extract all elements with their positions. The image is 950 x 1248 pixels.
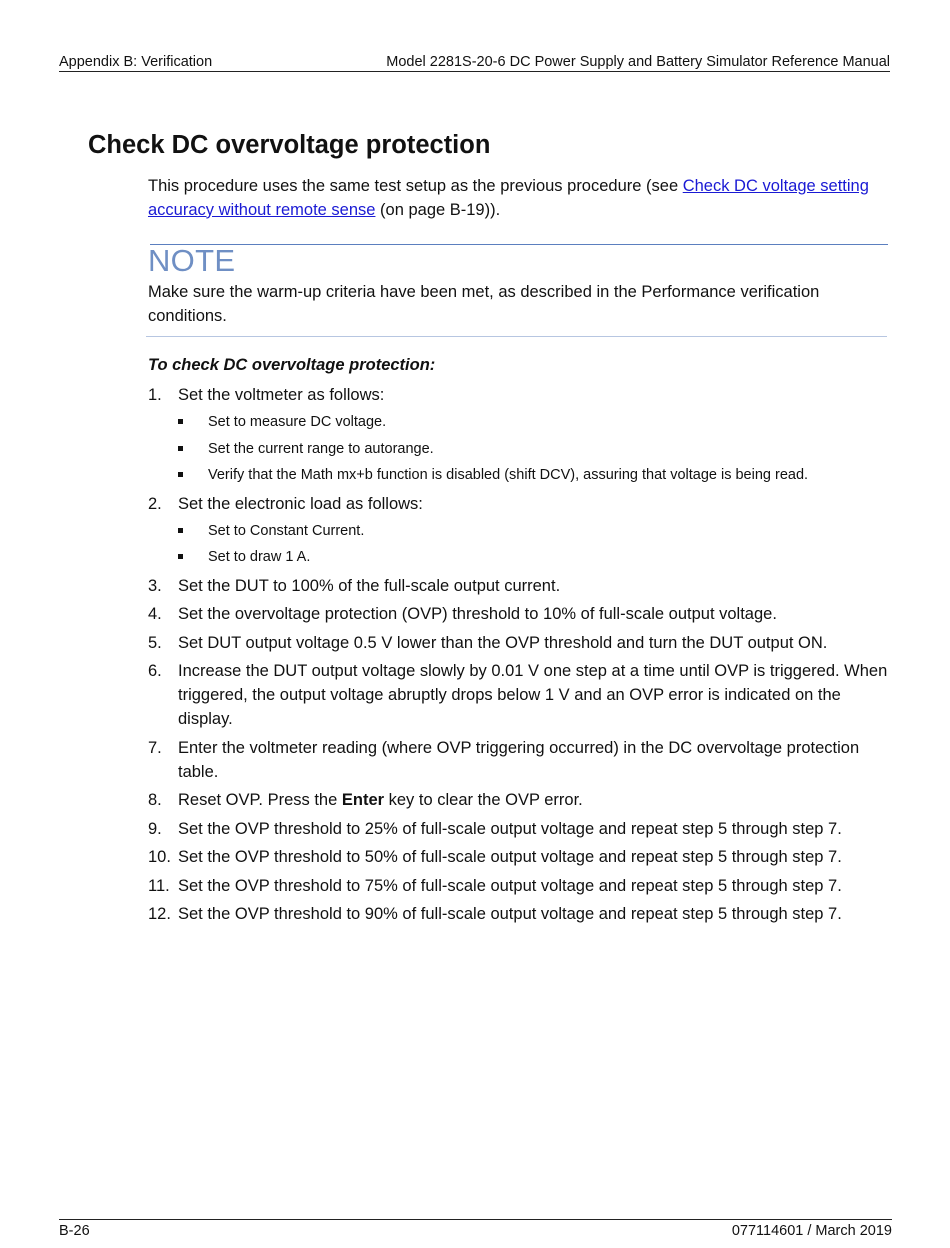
step-number: 1. [148, 386, 162, 404]
step-number: 7. [148, 738, 162, 757]
sub-step [178, 521, 893, 541]
procedure-step [148, 874, 893, 898]
square-bullet-icon [178, 554, 183, 559]
procedure-step [148, 817, 893, 841]
square-bullet-icon [178, 528, 183, 533]
page-footer [59, 1219, 892, 1243]
intro-text: This procedure uses the same test setup as the previous procedure (see [148, 177, 683, 195]
step-text: Set DUT output voltage 0.5 V lower than the OVP threshold and turn the DUT output ON. [178, 633, 828, 652]
sub-step [178, 412, 893, 432]
procedure-step [148, 492, 893, 568]
page-number: B-26 [59, 1223, 90, 1239]
procedure-step [148, 631, 893, 655]
enter-key-label: Enter [341, 791, 385, 809]
header-manual-title: Model 2281S-20-6 DC Power Supply and Battery Simulator Reference Manual [386, 54, 890, 70]
procedure-step [148, 845, 893, 869]
step-text: Set the OVP threshold to 50% of full-scale output voltage and repeat step 5 through step 7. [178, 848, 842, 866]
square-bullet-icon [178, 419, 183, 424]
procedure-steps [148, 383, 893, 931]
step-text: Increase the DUT output voltage slowly by 0.01 V one step at a time until OVP is triggered. When triggered, the output voltage abruptly drops below 1 V and an OVP error is indicated on the display. [178, 662, 888, 728]
sub-step-list [178, 521, 893, 568]
note-top-rule [150, 244, 888, 245]
sub-step [178, 439, 893, 459]
square-bullet-icon [178, 472, 183, 477]
document-number-date: 077114601 / March 2019 [731, 1223, 892, 1239]
step-text: Set the overvoltage protection (OVP) threshold to 10% of full-scale output voltage. [178, 605, 777, 623]
step-text: Set the OVP threshold to 90% of full-scale output voltage and repeat step 5 through step 7. [178, 905, 842, 923]
sub-step-text: Verify that the Math mx+b function is disabled (shift DCV), assuring that voltage is being read. [208, 467, 809, 483]
step-number: 11. [148, 876, 170, 895]
procedure-title: To check DC overvoltage protection: [148, 356, 436, 374]
procedure-step [148, 736, 893, 784]
step-text-part: key to clear the OVP error. [384, 791, 583, 809]
step-number: 9. [148, 819, 162, 838]
step-number: 8. [148, 791, 162, 809]
page-header [59, 54, 890, 72]
sub-step-list [178, 412, 893, 485]
sub-step-text: Set to draw 1 A. [208, 549, 311, 565]
procedure-step [148, 574, 893, 598]
step-text [178, 791, 583, 809]
check-dc-voltage-link[interactable]: Check DC voltage setting accuracy without remote sense [148, 177, 869, 219]
step-text: Set the OVP threshold to 25% of full-scale output voltage and repeat step 5 through step 7. [178, 819, 842, 838]
square-bullet-icon [178, 446, 183, 451]
procedure-step [148, 383, 893, 485]
sub-step [178, 465, 893, 485]
note-title: NOTE [148, 243, 236, 278]
step-number: 12. [148, 905, 171, 923]
note-bottom-rule [146, 336, 887, 337]
step-number: 2. [148, 494, 162, 513]
step-number: 4. [148, 605, 162, 623]
sub-step-text: Set the current range to autorange. [208, 440, 434, 457]
sub-step-text: Set to measure DC voltage. [208, 414, 387, 430]
step-number: 5. [148, 633, 162, 652]
sub-step [178, 547, 893, 567]
step-text-part: Reset OVP. Press the [178, 791, 342, 809]
procedure-step [148, 602, 893, 626]
header-section: Appendix B: Verification [59, 54, 213, 70]
step-number: 3. [148, 576, 162, 595]
step-text: Set the voltmeter as follows: [178, 386, 385, 404]
section-title: Check DC overvoltage protection [88, 131, 491, 159]
intro-page-ref: (on page B-19)). [375, 200, 501, 219]
step-number: 10. [148, 848, 171, 866]
note-text: Make sure the warm-up criteria have been met, as described in the Performance verification conditions. [148, 283, 820, 325]
step-text: Set the OVP threshold to 75% of full-scale output voltage and repeat step 5 through step 7. [178, 876, 842, 895]
step-text: Set the DUT to 100% of the full-scale output current. [178, 576, 561, 595]
sub-step-text: Set to Constant Current. [208, 522, 365, 539]
procedure-step [148, 788, 893, 812]
procedure-step [148, 902, 893, 926]
step-number: 6. [148, 662, 162, 680]
intro-paragraph [148, 175, 893, 222]
step-text: Enter the voltmeter reading (where OVP triggering occurred) in the DC overvoltage protection table. [178, 738, 860, 781]
step-text: Set the electronic load as follows: [178, 494, 423, 513]
procedure-step [148, 659, 893, 731]
